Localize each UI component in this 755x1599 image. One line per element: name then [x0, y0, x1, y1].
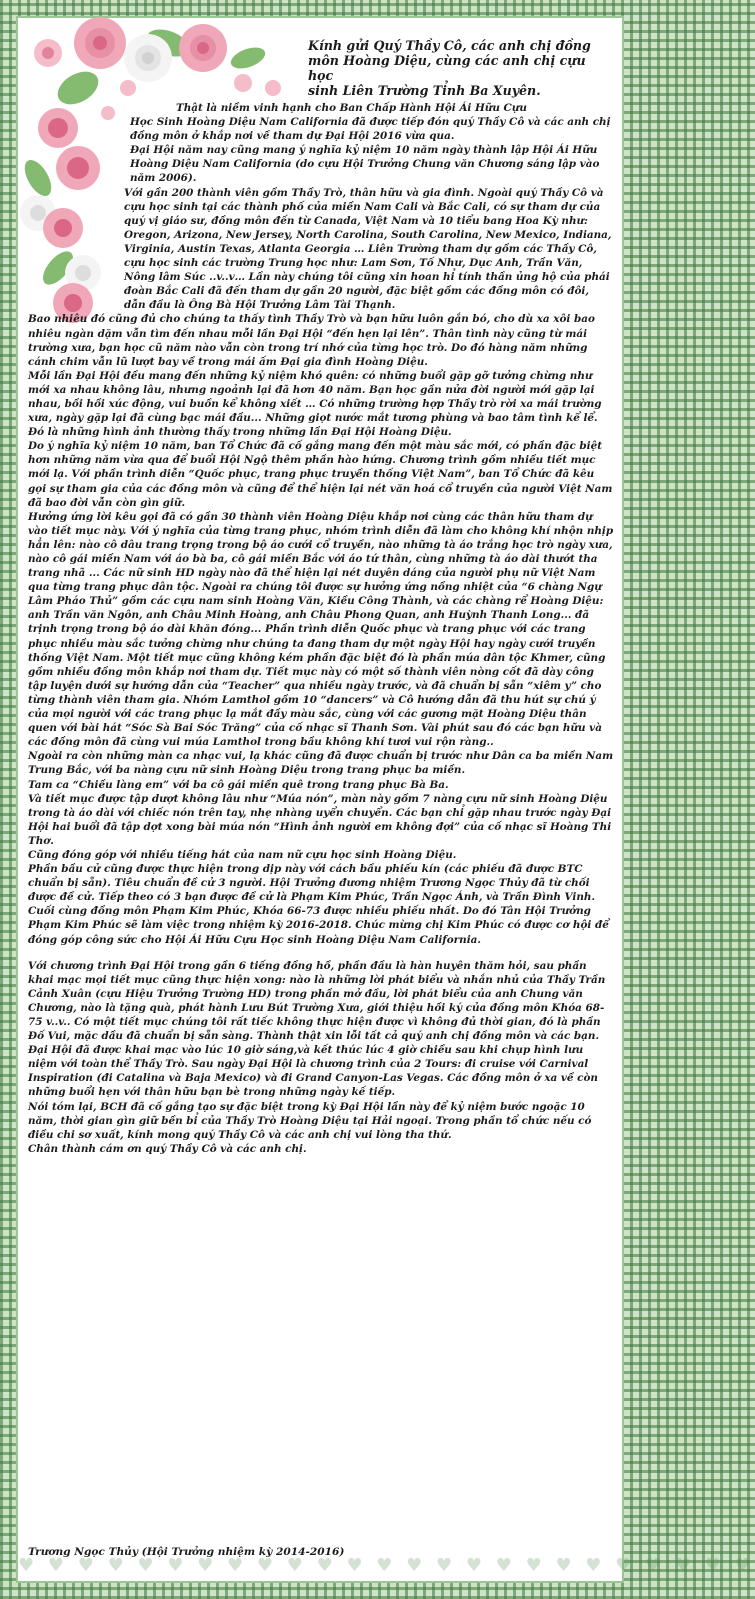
greeting-line: sinh Liên Trường Tỉnh Ba Xuyên. — [308, 83, 541, 98]
paragraph: Đại Hội đã được khai mạc vào lúc 10 giờ sáng,và kết thúc lúc 4 giờ chiều sau khi chụp hình lưu niệm với toàn thể Thầy Trò. Sau ngày Đại Hội là chương trình của 2 Tours: đi cruise với Carnival Inspiration (đi Catalina và Baja Mexico) và đi Grand Canyon-Las Vegas. Các đồng môn ở xa về còn những buổi hẹn với thân hữu bạn bè trong những ngày kế tiếp. — [28, 1044, 598, 1099]
paragraph: Với gần 200 thành viên gồm Thầy Trò, thân hữu và gia đình. Ngoài quý Thầy Cô và cựu học sinh tại các thành phố của miền Nam Cali và Bắc Cali, có sự tham dự của quý vị giáo sư, đồng môn đến từ Canada, Việt Nam và 10 tiểu bang Hoa Kỳ như: Oregon, Arizona, New Jersey, North Carolina, South Carolina, New Mexico, Indiana, Virginia, Austin Texas, Atlanta Georgia … Liên Trường tham dự gồm các Thầy Cô, cựu học sinh các trường Trung học như: Lam Sơn, Tố Như, Dục Anh, Trần Văn, Nông lâm Súc ..v..v… Lần này chúng tôi cũng xin hoan hỉ tính thần ủng hộ của phái đoàn Bắc Cali đã đến tham dự gần 20 người, đặc biệt gồm các đồng môn có đôi, dẫn đầu là Ông Bà Hội Trưởng Lâm Tài Thạnh. — [124, 186, 612, 312]
paragraph: Đại Hội năm nay cũng mang ý nghĩa kỷ niệm 10 năm ngày thành lập Hội Ái Hữu Hoàng Diệu Nam California (do cựu Hội Trưởng Chung văn Chương sáng lập vào năm 2006). — [130, 144, 600, 185]
decorative-border-pattern: ♥ ♥ ♥ ♥ ♥ ♥ ♥ ♥ ♥ ♥ ♥ ♥ ♥ ♥ ♥ ♥ ♥ ♥ ♥ ♥ ♥ ♥ ♥ ♥ ♥ — [18, 1555, 755, 1576]
paragraph: Chân thành cám ơn quý Thầy Cô và các anh chị. — [28, 1142, 307, 1155]
paragraph: Ngoài ra còn những màn ca nhạc vui, lạ khác cũng đã được chuẩn bị trước như Dân ca ba miền Nam Trung Bắc, với ba nàng cựu nữ sinh Hoàng Diệu trong trang phục ba miền. — [28, 750, 614, 777]
spacer — [28, 947, 614, 959]
paragraph: Thật là niềm vinh hạnh cho Ban Chấp Hành Hội Ái Hữu Cựu — [176, 102, 527, 114]
paragraph: Hưởng ứng lời kêu gọi đã có gần 30 thành viên Hoàng Diệu khắp nơi cùng các thân hữu tham dự vào tiết mục này. Với ý nghĩa của từng trang phục, nhóm trình diễn đã làm cho không khí nhộn nhịp hẳn lên: nào cô dâu trang trọng trong bộ áo cưới cổ truyền, nào những tà áo trắng học trò ngày xưa, nào cô gái miền Nam với áo bà ba, cô gái miền Bắc với áo tứ thân, cùng những tà áo dài thướt tha trang nhã ... Các nữ sinh HD ngày nào đã thể hiện lại nét duyên dáng của người phụ nữ Việt Nam qua từng trang phục dân tộc. Ngoài ra chúng tôi được sự hưởng ứng nồng nhiệt của “6 chàng Ngự Lâm Pháo Thủ” gồm các cựu nam sinh Hoàng Văn, Kiều Công Thành, và các chàng rể Hoàng Diệu: anh Trần văn Ngôn, anh Châu Minh Hoàng, anh Châu Phong Quan, anh Huỳnh Thanh Long... đã trịnh trọng trong bộ áo dài khăn đóng... Phần trình diễn Quốc phục và trang phục với các trang phục nhiều màu sắc tưởng chừng như chúng ta đang tham dự một ngày Hội hay ngày cưới truyền thống Việt Nam. Một tiết mục cũng không kém phần đặc biệt đó là phần múa dân tộc Khmer, cũng gồm nhiều đồng môn khắp nơi tham dự. Tiết mục này có một số thành viên nòng cốt đã dày công tập luyện dưới sự hướng dẫn của “Teacher” qua nhiều ngày trước, và đã chuẩn bị sẵn “xiêm y” cho từng thành viên tham gia. Nhóm Lamthol gồm 10 “dancers” và Cô hướng dẫn đã thu hút sự chú ý của mọi người với các trang phục lạ mắt đầy màu sắc, cùng với các gương mặt Hoàng Diệu thân quen với bài hát “Sóc Sà Bai Sóc Trăng” của cố nhạc sĩ Thanh Sơn. Vài phút sau đó các bạn hữu và các đồng môn đã cùng vui múa Lamthol trong bầu không khí tươi vui rộn ràng.. — [28, 510, 614, 749]
letter-paper — [18, 18, 755, 1581]
greeting-line: môn Hoàng Diệu, cùng các anh chị cựu học — [308, 53, 586, 83]
paragraph: Tam ca “Chiều làng em” với ba cô gái miền quê trong trang phục Bà Ba. — [28, 778, 449, 791]
paragraph: Cũng đóng góp với nhiều tiếng hát của nam nữ cựu học sinh Hoàng Diệu. — [28, 848, 457, 861]
greeting — [308, 38, 614, 98]
paragraph: Mỗi lần Đại Hội đều mang đến những kỷ niệm khó quên: có những buổi gặp gỡ tưởng chừng như mới xa nhau không lâu, nhưng ngoảnh lại đã hơn 40 năm. Bạn học gần nửa đời người mới gặp lại nhau, bồi hồi xúc động, vui buồn kể không xiết … Có những trường hợp Thầy trò rời xa mái trường xưa, ngày gặp lại đã cùng bạc mái đầu... Những giọt nước mắt tương phùng và bao tâm tình kể lể. Đó là những hình ảnh thường thấy trong những lần Đại Hội Hoàng Diệu. — [28, 369, 602, 439]
paragraph: Học Sinh Hoàng Diệu Nam California đã được tiếp đón quý Thầy Cô và các anh chị đồng môn ở khắp nơi về tham dự Đại Hội 2016 vừa qua. — [130, 116, 611, 143]
greeting-line: Kính gửi Quý Thầy Cô, các anh chị đồng — [308, 38, 591, 53]
letter-body — [28, 38, 614, 1156]
paragraph: Bao nhiêu đó cũng đủ cho chúng ta thấy tình Thầy Trò và bạn hữu luôn gắn bó, cho dù xa xôi bao nhiêu ngàn dặm vẫn tìm đến nhau mỗi lần Đại Hội “đến hẹn lại lên”. Thân tình này cũng từ mái trường xưa, bạn học cũ năm nào vẫn còn trong trí nhớ của từng học trò. Do đó hàng năm những cánh chim vẫn lũ lượt bay về trong mái ấm Đại gia đình Hoàng Diệu. — [28, 313, 595, 368]
paragraph: Và tiết mục được tập dượt không lâu như “Múa nón”, màn này gồm 7 nàng cựu nữ sinh Hoàng Diệu trong tà áo dài với chiếc nón trên tay, nhẹ nhàng uyển chuyển. Các bạn chỉ gặp nhau trước ngày Đại Hội hai buổi đã tập dợt xong bài múa nón “Hình ảnh người em không đợi” của cố nhạc sĩ Hoàng Thi Thơ. — [28, 792, 612, 847]
signature: Trương Ngọc Thủy (Hội Trưởng nhiệm kỳ 2014-2016) — [28, 1546, 345, 1558]
paragraph: Nói tóm lại, BCH đã cố gắng tạo sự đặc biệt trong kỳ Đại Hội lần này để kỷ niệm bước ngoặc 10 năm, thời gian gìn giữ bền bỉ của Thầy Trò Hoàng Diệu tại Hải ngoại. Trong phần tổ chức nếu có điều chi sơ xuất, kính mong quý Thầy Cô và các anh chị vui lòng tha thứ. — [28, 1100, 592, 1141]
paragraph: Do ý nghĩa kỷ niệm 10 năm, ban Tổ Chức đã cố gắng mang đến một màu sắc mới, có phần đặc biệt hơn những năm vừa qua để buổi Hội Ngộ thêm phần hào hứng. Chương trình gồm nhiều tiết mục mới lạ. Với phần trình diễn “Quốc phục, trang phục truyền thống Việt Nam”, ban Tổ Chức đã kêu gọi sự tham gia của các đồng môn và cũng để thể hiện lại nét văn hoá cổ truyền của người Việt Nam đã bao đời vẫn còn gìn giữ. — [28, 440, 613, 509]
paragraph: Với chương trình Đại Hội trong gần 6 tiếng đồng hồ, phần đầu là hàn huyên thăm hỏi, sau phần khai mạc mọi tiết mục cũng thực hiện xong: nào là những lời phát biểu và nhắn nhủ của Thầy Trần Cảnh Xuân (cựu Hiệu Trưởng Trường HD) trong phần mở đầu, lời phát biểu của anh Chung văn Chương, nào là tặng quà, phát hành Lưu Bút Trường Xưa, giới thiệu hồi ký của đồng môn Khóa 68-75 v..v.. Có một tiết mục chúng tôi rất tiếc không thực hiện được vì không đủ thời gian, đó là phần Đố Vui, mặc dầu đã chuẩn bị sẵn sàng. Thành thật xin lỗi tất cả quý anh chị đồng môn và các bạn. — [28, 959, 606, 1043]
paragraph: Phần bầu cử cũng được thực hiện trong dịp này với cách bầu phiếu kín (các phiếu đã được BTC chuẩn bị sẵn). Tiêu chuẩn đề cử 3 người. Hội Trưởng đương nhiệm Trương Ngọc Thủy đã từ chối được đề cử. Tiếp theo có 3 bạn được đề cử là Phạm Kim Phúc, Trần Ngọc Ánh, và Trần Đình Vinh. Cuối cùng đồng môn Phạm Kim Phúc, Khóa 66-73 được nhiều phiếu nhất. Do đó Tân Hội Trưởng Phạm Kim Phúc sẽ làm việc trong nhiệm kỳ 2016-2018. Chúc mừng chị Kim Phúc có được cơ hội để đóng góp công sức cho Hội Ái Hữu Cựu Học sinh Hoàng Diệu Nam California. — [28, 863, 609, 946]
